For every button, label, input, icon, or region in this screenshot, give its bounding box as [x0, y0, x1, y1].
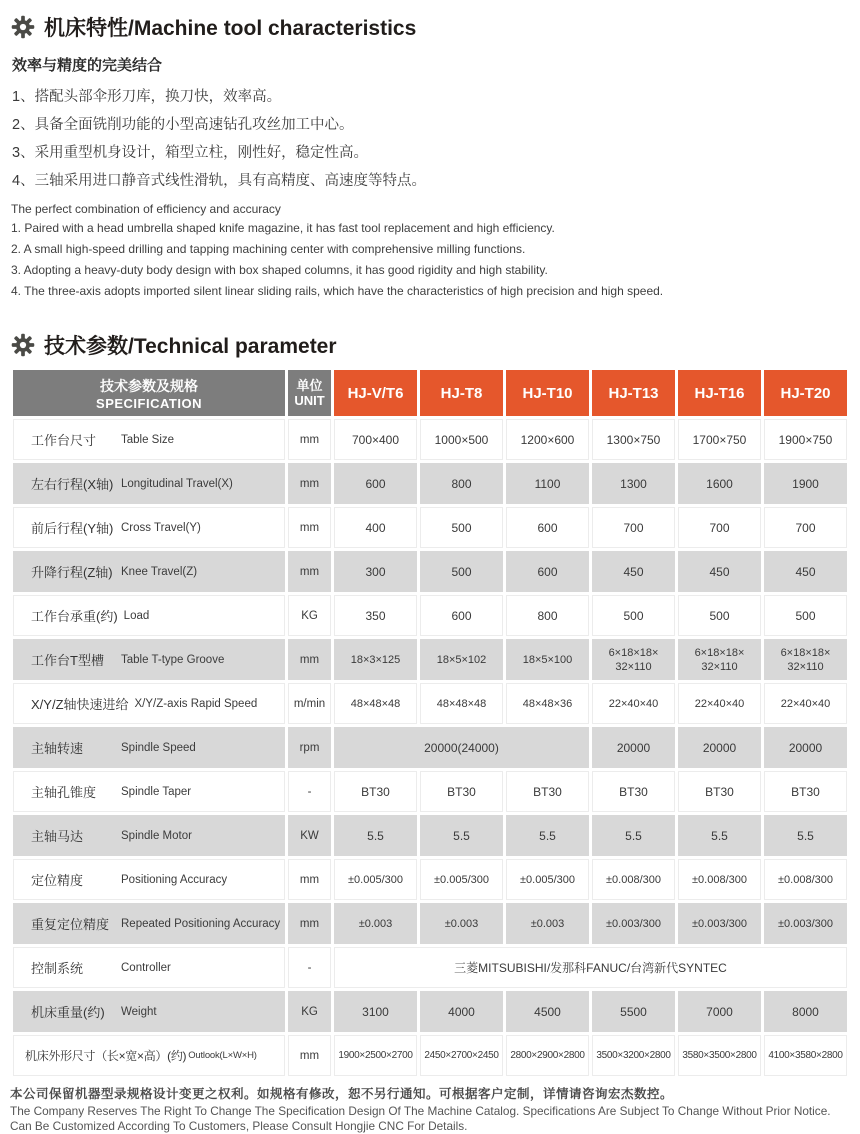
row-value: 1600: [678, 463, 761, 504]
row-value: ±0.008/300: [592, 859, 675, 900]
feature-points-en-block: [11, 201, 850, 302]
row-label-cn: 工作台尺寸: [31, 433, 97, 448]
technical-parameter-table: [10, 367, 850, 1079]
row-unit: mm: [288, 1035, 331, 1076]
row-value: 6×18×18× 32×110: [592, 639, 675, 680]
row-value: 48×48×48: [334, 683, 417, 724]
unit-column-header: [288, 370, 331, 416]
feature-point-cn: 2、具备全面铣削功能的小型高速钻孔攻丝加工中心。: [12, 117, 354, 133]
row-value: 300: [334, 551, 417, 592]
disclaimer: [10, 1084, 850, 1134]
row-value: BT30: [764, 771, 847, 812]
row-value: 1200×600: [506, 419, 589, 460]
row-label-cn: 左右行程(X轴): [31, 477, 114, 492]
row-label-cn: 主轴孔锥度: [31, 785, 97, 800]
row-value: 700: [678, 507, 761, 548]
row-label-cn: 控制系统: [31, 961, 84, 976]
section-title: 机床特性/Machine tool characteristics: [44, 17, 417, 40]
row-value: BT30: [420, 771, 503, 812]
row-unit: mm: [288, 551, 331, 592]
row-value: 800: [506, 595, 589, 636]
row-value: 2450×2700×2450: [420, 1035, 503, 1076]
row-value: BT30: [506, 771, 589, 812]
row-value: 20000: [764, 727, 847, 768]
disclaimer-en: The Company Reserves The Right To Change The Specification Design Of The Machine Catalog. Specifications Are Subject To Change Without Prior Notice. Can Be Customized According To Customers, Please Consult Hongjie CNC For Details.: [10, 1104, 831, 1133]
row-label-en: Table Size: [121, 433, 175, 446]
row-value: 5.5: [678, 815, 761, 856]
row-value: 5500: [592, 991, 675, 1032]
row-value: 4100×3580×2800: [764, 1035, 847, 1076]
row-value: 6×18×18× 32×110: [678, 639, 761, 680]
model-column-header: HJ-T8: [420, 370, 503, 416]
row-label: [13, 859, 285, 900]
row-label: [13, 727, 285, 768]
row-value: ±0.003: [334, 903, 417, 944]
row-label: [13, 947, 285, 988]
row-value: ±0.005/300: [506, 859, 589, 900]
table-row: [13, 683, 847, 724]
section-subtitle: 效率与精度的完美结合: [12, 57, 163, 74]
row-label-cn: 工作台T型槽: [31, 653, 104, 668]
row-label-en: X/Y/Z-axis Rapid Speed: [134, 697, 258, 710]
row-label-en: Knee Travel(Z): [121, 565, 198, 578]
row-value: ±0.003: [420, 903, 503, 944]
row-label: [13, 507, 285, 548]
row-unit: -: [288, 947, 331, 988]
gear-icon: [10, 332, 36, 358]
table-row: [13, 815, 847, 856]
row-label-en: Cross Travel(Y): [121, 521, 201, 534]
row-label-cn: 机床重量(约): [31, 1005, 105, 1020]
row-value: 2800×2900×2800: [506, 1035, 589, 1076]
row-value: 1300: [592, 463, 675, 504]
row-value: 1900: [764, 463, 847, 504]
table-row: [13, 903, 847, 944]
row-value: 500: [592, 595, 675, 636]
row-label-en: Spindle Taper: [121, 785, 192, 798]
gear-icon: [10, 14, 36, 40]
row-label-en: Table T-type Groove: [121, 653, 225, 666]
machine-characteristics-heading: [10, 12, 850, 42]
row-label: [13, 1035, 285, 1076]
row-label-cn: 前后行程(Y轴): [31, 521, 114, 536]
table-row: [13, 771, 847, 812]
table-row: [13, 639, 847, 680]
table-row: [13, 419, 847, 460]
row-label-cn: 机床外形尺寸（长×宽×高）(约): [25, 1049, 187, 1063]
row-value: 18×5×100: [506, 639, 589, 680]
model-column-header: HJ-T16: [678, 370, 761, 416]
row-value: ±0.005/300: [334, 859, 417, 900]
feature-points-cn: [12, 83, 850, 195]
unit-header-en: UNIT: [294, 393, 325, 408]
row-value: 20000: [678, 727, 761, 768]
table-row: [13, 507, 847, 548]
row-value: 20000(24000): [334, 727, 589, 768]
row-label-en: Weight: [121, 1005, 157, 1018]
feature-intro-en: The perfect combination of efficiency and accuracy: [11, 202, 281, 216]
row-label-cn: 主轴转速: [31, 741, 84, 756]
model-column-header: HJ-T13: [592, 370, 675, 416]
row-label-cn: 定位精度: [31, 873, 84, 888]
row-label-cn: 主轴马达: [31, 829, 84, 844]
row-value: 500: [764, 595, 847, 636]
row-label: [13, 595, 285, 636]
row-value: 3500×3200×2800: [592, 1035, 675, 1076]
row-value: 500: [678, 595, 761, 636]
table-row: [13, 1035, 847, 1076]
row-unit: mm: [288, 903, 331, 944]
row-value: 450: [764, 551, 847, 592]
model-column-header: HJ-T10: [506, 370, 589, 416]
row-value: 700: [764, 507, 847, 548]
row-value: 8000: [764, 991, 847, 1032]
row-value: 20000: [592, 727, 675, 768]
row-label-en: Repeated Positioning Accuracy: [121, 917, 281, 930]
row-value: 700: [592, 507, 675, 548]
row-label-en: Spindle Speed: [121, 741, 196, 754]
row-value: 22×40×40: [678, 683, 761, 724]
row-value: 48×48×36: [506, 683, 589, 724]
row-value: 4000: [420, 991, 503, 1032]
row-unit: KG: [288, 595, 331, 636]
feature-point-cn: 4、三轴采用进口静音式线性滑轨，具有高精度、高速度等特点。: [12, 173, 427, 189]
row-label-en: Controller: [121, 961, 171, 974]
row-value: 1900×750: [764, 419, 847, 460]
row-value: 5.5: [592, 815, 675, 856]
row-value: 450: [678, 551, 761, 592]
spec-header-cn: 技术参数及规格: [100, 377, 198, 394]
feature-points-en: [11, 218, 850, 302]
row-value: ±0.003/300: [678, 903, 761, 944]
row-label-en: Positioning Accuracy: [121, 873, 228, 886]
row-unit: rpm: [288, 727, 331, 768]
row-value: ±0.005/300: [420, 859, 503, 900]
row-value: 500: [420, 507, 503, 548]
row-value: 6×18×18× 32×110: [764, 639, 847, 680]
table-row: [13, 947, 847, 988]
row-label-cn: X/Y/Z轴快速进给: [31, 697, 129, 712]
row-value: BT30: [678, 771, 761, 812]
row-value: 1700×750: [678, 419, 761, 460]
row-label-cn: 工作台承重(约): [31, 609, 118, 624]
spec-column-header: [13, 370, 285, 416]
disclaimer-cn: 本公司保留机器型录规格设计变更之权利。如规格有修改，恕不另行通知。可根据客户定制，详情请咨询宏杰数控。: [10, 1087, 674, 1101]
row-value: 7000: [678, 991, 761, 1032]
row-value: 1100: [506, 463, 589, 504]
table-body: [13, 419, 847, 1076]
row-label: [13, 771, 285, 812]
feature-point-en: 4. The three-axis adopts imported silent linear sliding rails, which have the characteristics of high precision and high speed.: [11, 284, 664, 298]
row-value: ±0.008/300: [764, 859, 847, 900]
row-value: ±0.003/300: [764, 903, 847, 944]
row-value: 1300×750: [592, 419, 675, 460]
row-value: 600: [506, 507, 589, 548]
feature-point-cn: 3、采用重型机身设计，箱型立柱，刚性好，稳定性高。: [12, 145, 369, 161]
row-value: 1900×2500×2700: [334, 1035, 417, 1076]
row-value: 5.5: [506, 815, 589, 856]
row-value: 22×40×40: [592, 683, 675, 724]
row-value: BT30: [334, 771, 417, 812]
row-value: 600: [506, 551, 589, 592]
feature-point-en: 2. A small high-speed drilling and tapping machining center with comprehensive milling functions.: [11, 242, 526, 256]
feature-point-cn: 1、搭配头部伞形刀库，换刀快，效率高。: [12, 89, 282, 105]
feature-point-en: 3. Adopting a heavy-duty body design with box shaped columns, it has good rigidity and high stability.: [11, 263, 548, 277]
row-value: 700×400: [334, 419, 417, 460]
row-unit: mm: [288, 463, 331, 504]
row-value: 3100: [334, 991, 417, 1032]
row-unit: m/min: [288, 683, 331, 724]
row-label-en: Longitudinal Travel(X): [121, 477, 233, 490]
row-value: 350: [334, 595, 417, 636]
row-label: [13, 815, 285, 856]
table-row: [13, 595, 847, 636]
row-value: 450: [592, 551, 675, 592]
row-value: ±0.003/300: [592, 903, 675, 944]
row-value: 5.5: [334, 815, 417, 856]
row-unit: -: [288, 771, 331, 812]
row-value: 400: [334, 507, 417, 548]
row-value: 3580×3500×2800: [678, 1035, 761, 1076]
technical-parameter-heading: [10, 330, 850, 360]
row-label-cn: 升降行程(Z轴): [31, 565, 113, 580]
row-value: ±0.003: [506, 903, 589, 944]
section-title: 技术参数/Technical parameter: [44, 335, 337, 358]
spec-header-en: SPECIFICATION: [96, 395, 202, 411]
row-value: 5.5: [764, 815, 847, 856]
model-column-header: HJ-V/T6: [334, 370, 417, 416]
row-value: 600: [420, 595, 503, 636]
unit-header-cn: 单位: [296, 378, 323, 393]
row-value: 1000×500: [420, 419, 503, 460]
row-value: 三菱MITSUBISHI/发那科FANUC/台湾新代SYNTEC: [334, 947, 847, 988]
row-unit: KW: [288, 815, 331, 856]
row-unit: mm: [288, 859, 331, 900]
row-value: 5.5: [420, 815, 503, 856]
table-row: [13, 551, 847, 592]
row-label: [13, 419, 285, 460]
row-label-en: Spindle Motor: [121, 829, 192, 842]
row-label: [13, 903, 285, 944]
row-label: [13, 683, 285, 724]
row-value: 48×48×48: [420, 683, 503, 724]
row-unit: mm: [288, 639, 331, 680]
row-unit: KG: [288, 991, 331, 1032]
row-label: [13, 551, 285, 592]
table-row: [13, 727, 847, 768]
table-row: [13, 463, 847, 504]
row-unit: mm: [288, 507, 331, 548]
row-label-cn: 重复定位精度: [31, 917, 110, 932]
table-row: [13, 859, 847, 900]
row-unit: mm: [288, 419, 331, 460]
row-value: 4500: [506, 991, 589, 1032]
row-label: [13, 463, 285, 504]
row-label: [13, 991, 285, 1032]
row-label-en: Outlook(L×W×H): [188, 1050, 257, 1061]
row-value: 22×40×40: [764, 683, 847, 724]
table-header-row: [13, 370, 847, 416]
row-value: ±0.008/300: [678, 859, 761, 900]
row-value: 500: [420, 551, 503, 592]
row-value: 600: [334, 463, 417, 504]
row-label: [13, 639, 285, 680]
row-value: 18×3×125: [334, 639, 417, 680]
model-column-header: HJ-T20: [764, 370, 847, 416]
row-value: BT30: [592, 771, 675, 812]
row-value: 800: [420, 463, 503, 504]
row-value: 18×5×102: [420, 639, 503, 680]
table-row: [13, 991, 847, 1032]
row-label-en: Load: [123, 609, 150, 622]
feature-point-en: 1. Paired with a head umbrella shaped knife magazine, it has fast tool replacement and high efficiency.: [11, 221, 555, 235]
